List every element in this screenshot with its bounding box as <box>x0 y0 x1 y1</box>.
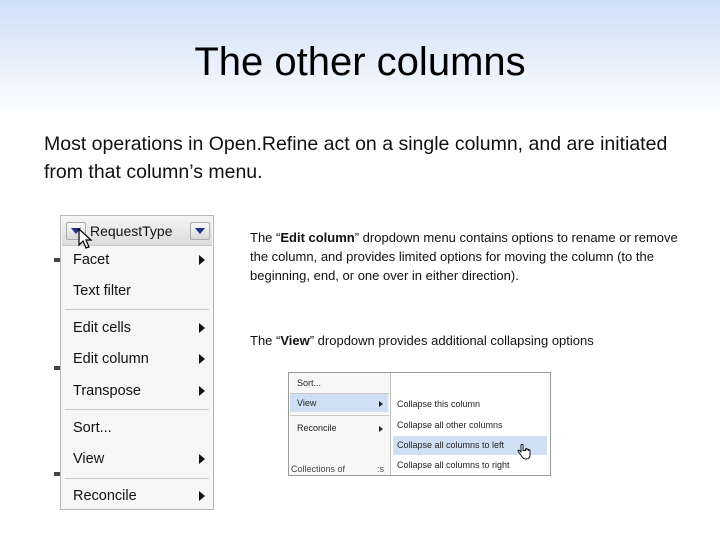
menu-item-sort[interactable]: Sort... <box>297 378 322 388</box>
menu-item-label: Reconcile <box>73 488 137 504</box>
menu-divider <box>290 415 389 416</box>
menu-item-label: Text filter <box>73 283 132 299</box>
menu-item-label: Edit column <box>73 351 149 367</box>
menu-item-label: Sort... <box>73 420 112 436</box>
submenu-arrow-icon <box>379 401 383 407</box>
mouse-pointer-icon <box>78 228 94 250</box>
menu-item-view[interactable]: View <box>297 398 317 408</box>
submenu-arrow-icon <box>199 386 205 396</box>
submenu-arrow-icon <box>199 491 205 501</box>
menu-item-label: View <box>73 451 105 467</box>
menu-item-text-filter[interactable] <box>73 279 213 303</box>
menu-item-edit-cells[interactable] <box>73 316 213 340</box>
background-cell-text: :s <box>377 464 385 474</box>
menu-item-transpose[interactable] <box>73 379 213 403</box>
intro-text: Most operations in Open.Refine act on a single column, and are initiated from that column’s menu. <box>44 133 668 183</box>
menu-item-label: Edit cells <box>73 320 132 336</box>
menu-item-sort[interactable] <box>73 416 213 440</box>
column-header-label: RequestType <box>90 223 173 239</box>
view-description: The “View” dropdown provides additional collapsing options <box>250 333 594 348</box>
collapse-this-column-item[interactable]: Collapse this column <box>397 399 481 409</box>
menu-divider <box>65 478 209 479</box>
submenu-arrow-icon <box>199 354 205 364</box>
submenu-arrow-icon <box>199 454 205 464</box>
menu-item-edit-column[interactable] <box>73 347 213 371</box>
background-cell-text: Collections of <box>291 464 346 474</box>
submenu-arrow-icon <box>199 255 205 265</box>
view-submenu-screenshot <box>288 372 551 476</box>
collapse-all-columns-to-right-item[interactable]: Collapse all columns to right <box>397 460 510 470</box>
submenu-arrow-icon <box>379 426 383 432</box>
menu-item-view[interactable] <box>73 447 213 471</box>
menu-divider <box>65 309 209 310</box>
submenu-arrow-icon <box>199 323 205 333</box>
slide-title: The other columns <box>194 40 526 84</box>
hand-pointer-icon <box>517 444 531 460</box>
edit-column-description: The “Edit column” dropdown menu contains options to rename or remove the column, and provides limited options for moving the column (to the beginning, end, or one over in either direction). <box>250 230 678 283</box>
menu-item-facet[interactable] <box>73 248 213 272</box>
menu-item-reconcile[interactable] <box>73 484 213 508</box>
menu-item-reconcile[interactable]: Reconcile <box>297 423 337 433</box>
collapse-all-columns-to-left-item[interactable]: Collapse all columns to left <box>393 436 547 455</box>
menu-item-label: Transpose <box>73 383 141 399</box>
menu-divider <box>65 409 209 410</box>
next-column-dropdown-button[interactable] <box>190 222 210 240</box>
collapse-all-other-columns-item[interactable]: Collapse all other columns <box>397 420 503 430</box>
menu-item-label: Facet <box>73 252 110 268</box>
column-menu <box>60 215 214 510</box>
